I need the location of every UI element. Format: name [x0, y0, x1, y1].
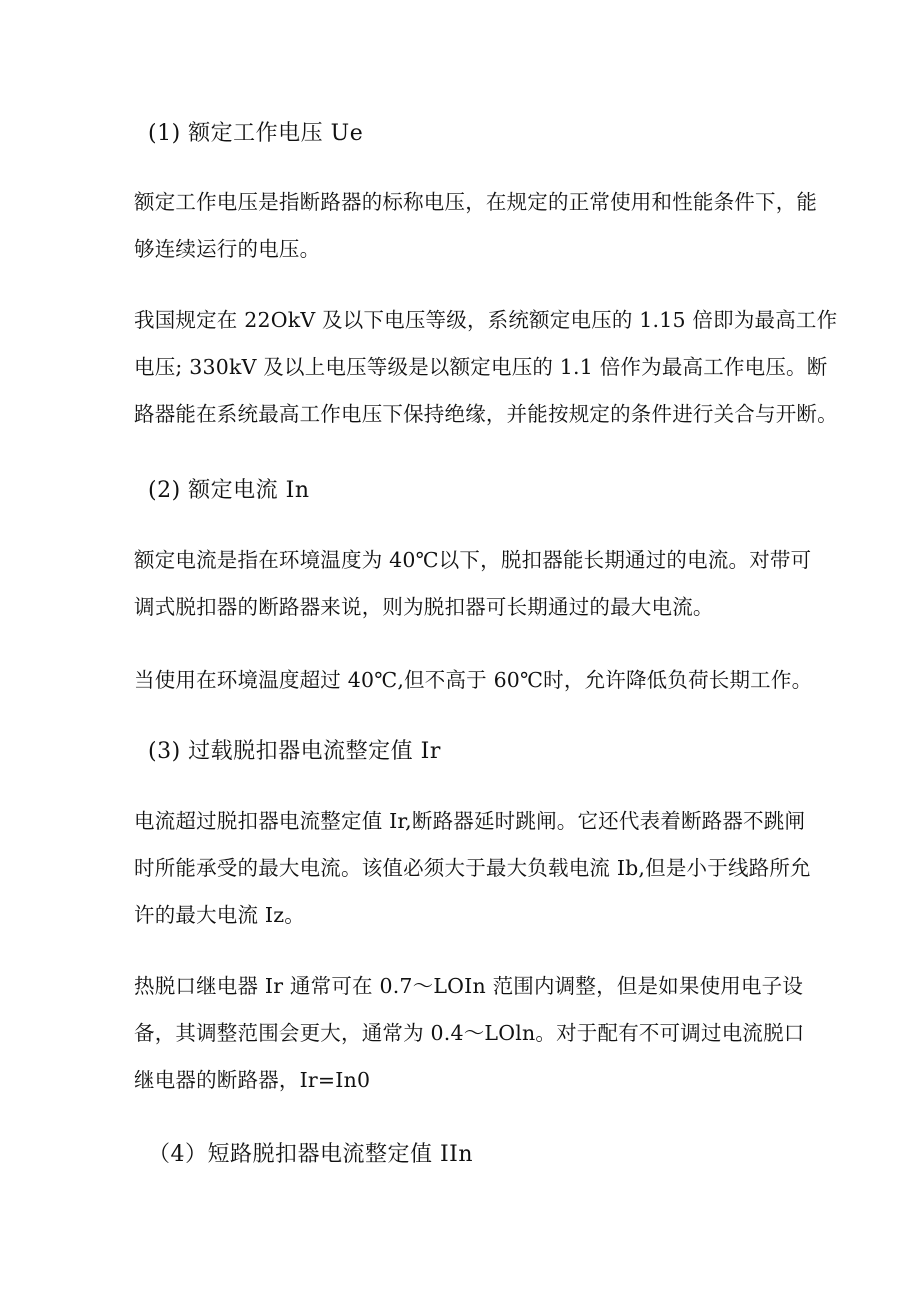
section-heading: (3) 过载脱扣器电流整定值 Ir: [148, 739, 441, 764]
paragraph-line: 许的最大电流 Iz。: [134, 903, 305, 927]
paragraph-line: 热脱口继电器 Ir 通常可在 0.7～LOIn 范围内调整，但是如果使用电子设: [134, 974, 804, 998]
paragraph: [134, 657, 813, 704]
section-heading: （4）短路脱扣器电流整定值 IIn: [148, 1142, 474, 1167]
paragraph: [134, 179, 818, 273]
paragraph-line: 额定工作电压是指断路器的标称电压，在规定的正常使用和性能条件下，能: [134, 190, 818, 214]
paragraph: [134, 963, 805, 1104]
paragraph: [134, 297, 838, 438]
paragraph-line: 备，其调整范围会更大，通常为 0.4～LOln。对于配有不可调过电流脱口: [134, 1021, 805, 1045]
paragraph-line: 继电器的断路器，Ir=In0: [134, 1068, 371, 1092]
section-heading: (2) 额定电流 In: [148, 478, 310, 503]
paragraph-line: 我国规定在 22OkV 及以下电压等级，系统额定电压的 1.15 倍即为最高工作: [134, 308, 838, 332]
section-heading: (1) 额定工作电压 Ue: [148, 121, 364, 146]
paragraph: [134, 798, 811, 939]
paragraph-line: 路器能在系统最高工作电压下保持绝缘，并能按规定的条件进行关合与开断。: [134, 402, 838, 426]
paragraph-line: 当使用在环境温度超过 40℃,但不高于 60℃时，允许降低负荷长期工作。: [134, 668, 813, 692]
paragraph-line: 额定电流是指在环境温度为 40℃以下，脱扣器能长期通过的电流。对带可: [134, 548, 812, 572]
paragraph-line: 时所能承受的最大电流。该值必须大于最大负载电流 Ib,但是小于线路所允: [134, 856, 811, 880]
paragraph: [134, 537, 812, 631]
paragraph-line: 电压; 330kV 及以上电压等级是以额定电压的 1.1 倍作为最高工作电压。断: [134, 355, 828, 379]
paragraph-line: 电流超过脱扣器电流整定值 Ir,断路器延时跳闸。它还代表着断路器不跳闸: [134, 809, 806, 833]
paragraph-line: 调式脱扣器的断路器来说，则为脱扣器可长期通过的最大电流。: [134, 595, 714, 619]
paragraph-line: 够连续运行的电压。: [134, 237, 321, 261]
